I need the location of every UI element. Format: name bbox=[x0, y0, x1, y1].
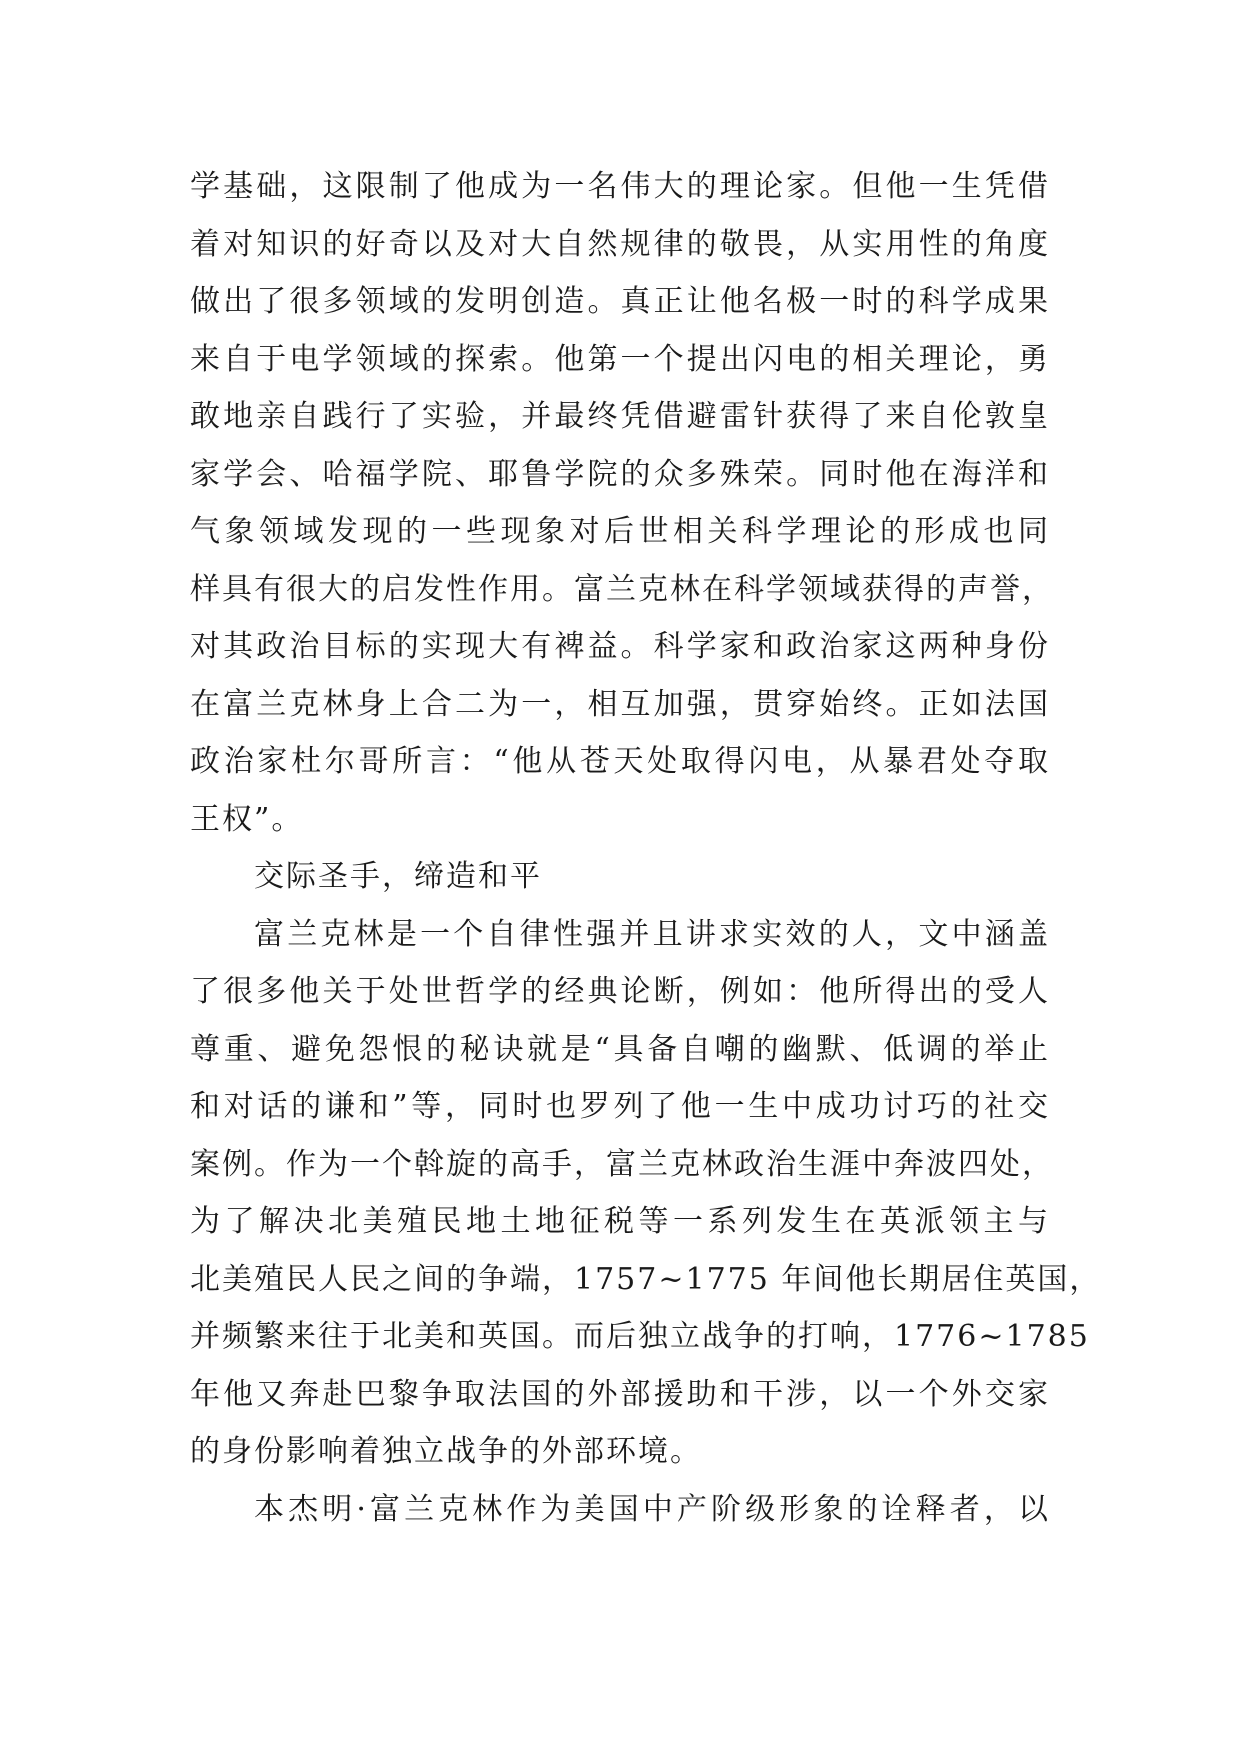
text-line: 本杰明·富兰克林作为美国中产阶级形象的诠释者，以 bbox=[254, 1491, 1050, 1527]
text-line: 了很多他关于处世哲学的经典论断，例如：他所得出的受人 bbox=[190, 974, 1050, 1009]
text-line: 北美殖民人民之间的争端，1757~1775 年间他长期居住英国， bbox=[190, 1261, 1102, 1297]
text-line: 学基础，这限制了他成为一名伟大的理论家。但他一生凭借 bbox=[190, 169, 1050, 204]
text-line: 样具有很大的启发性作用。富兰克林在科学领域获得的声誉， bbox=[190, 571, 1054, 607]
section-heading: 交际圣手，缔造和平 bbox=[254, 859, 542, 894]
text-line: 王权”。 bbox=[190, 801, 304, 837]
text-line: 案例。作为一个斡旋的高手，富兰克林政治生涯中奔波四处， bbox=[190, 1146, 1054, 1182]
text-line: 政治家杜尔哥所言：“他从苍天处取得闪电，从暴君处夺取 bbox=[190, 744, 1050, 779]
text-line: 在富兰克林身上合二为一，相互加强，贯穿始终。正如法国 bbox=[190, 686, 1050, 722]
text-line: 和对话的谦和”等，同时也罗列了他一生中成功讨巧的社交 bbox=[190, 1089, 1050, 1124]
text-line: 年他又奔赴巴黎争取法国的外部援助和干涉，以一个外交家 bbox=[190, 1376, 1050, 1412]
body-text bbox=[190, 158, 1102, 1538]
text-line: 着对知识的好奇以及对大自然规律的敬畏，从实用性的角度 bbox=[190, 226, 1050, 262]
text-line: 富兰克林是一个自律性强并且讲求实效的人，文中涵盖 bbox=[254, 916, 1050, 952]
text-line: 来自于电学领域的探索。他第一个提出闪电的相关理论，勇 bbox=[190, 341, 1050, 377]
text-line: 做出了很多领域的发明创造。真正让他名极一时的科学成果 bbox=[190, 284, 1050, 319]
text-line: 并频繁来往于北美和英国。而后独立战争的打响，1776~1785 bbox=[190, 1319, 1090, 1354]
text-line: 对其政治目标的实现大有裨益。科学家和政治家这两种身份 bbox=[190, 629, 1050, 664]
text-line: 的身份影响着独立战争的外部环境。 bbox=[190, 1434, 702, 1469]
text-line: 尊重、避免怨恨的秘诀就是“具备自嘲的幽默、低调的举止 bbox=[190, 1031, 1050, 1067]
text-line: 为了解决北美殖民地土地征税等一系列发生在英派领主与 bbox=[190, 1204, 1050, 1239]
text-line: 家学会、哈福学院、耶鲁学院的众多殊荣。同时他在海洋和 bbox=[190, 456, 1050, 492]
text-line: 敢地亲自践行了实验，并最终凭借避雷针获得了来自伦敦皇 bbox=[190, 399, 1050, 434]
text-line: 气象领域发现的一些现象对后世相关科学理论的形成也同 bbox=[190, 514, 1050, 549]
